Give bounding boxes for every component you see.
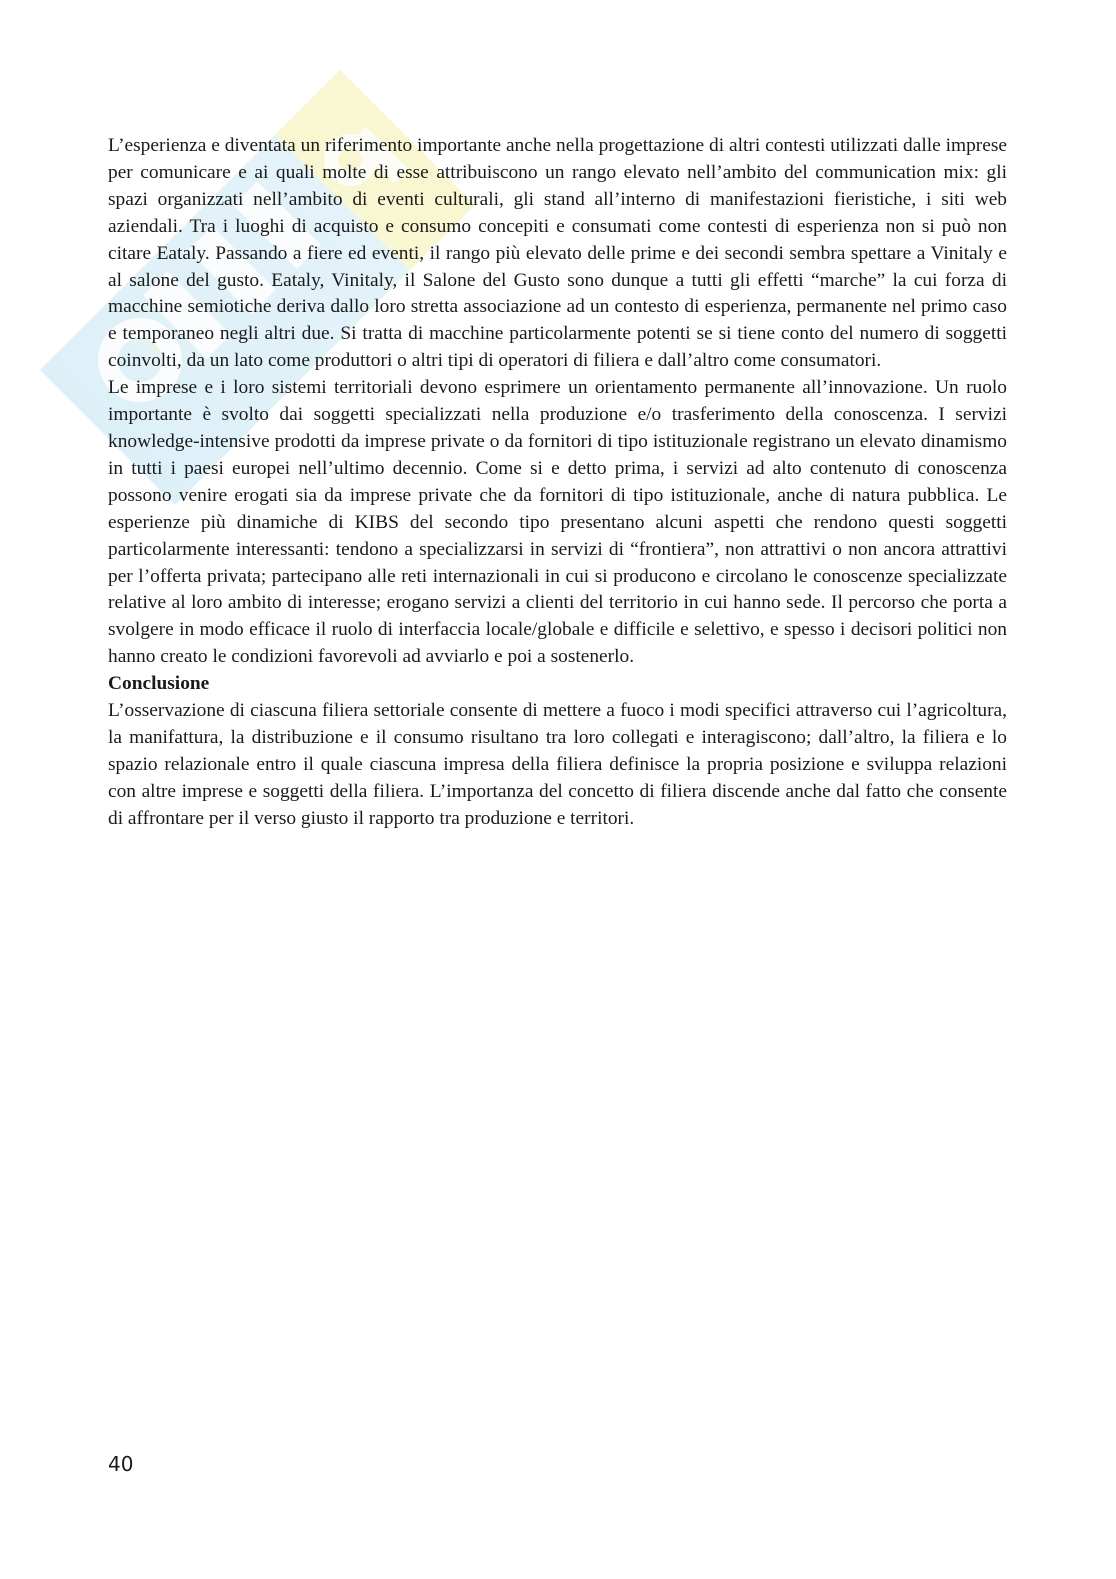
section-heading: Conclusione <box>108 673 210 695</box>
body-paragraph: L’osservazione di ciascuna filiera settoriale consente di mettere a fuoco i modi specifici attraverso cui l’agricoltura, la manifattura, la distribuzione e il consumo risultano tra loro collegati e interagiscono; dall’altro, la filiera e lo spazio relazionale entro il quale ciascuna impresa della filiera definisce la propria posizione e sviluppa relazioni con altre imprese e soggetti della filiera. L’importanza del concetto di filiera discende anche dal fatto che consente di affrontare per il verso giusto il rapporto tra produzione e territori. <box>108 700 1007 829</box>
page-number: 40 <box>108 1452 134 1476</box>
document-body <box>108 133 1007 833</box>
body-paragraph: L’esperienza e diventata un riferimento importante anche nella progettazione di altri contesti utilizzati dalle imprese per comunicare e ai quali molte di esse attribuiscono un rango elevato nell’ambito del communication mix: gli spazi organizzati nell’ambito di eventi culturali, gli stand all’interno di manifestazioni fieristiche, i siti web aziendali. Tra i luoghi di acquisto e consumo concepiti e consumati come contesti di esperienza non si può non citare Eataly. Passando a fiere ed eventi, il rango più elevato delle prime e dei secondi sembra spettare a Vinitaly e al salone del gusto. Eataly, Vinitaly, il Salone del Gusto sono dunque a tutti gli effetti “marche” la cui forza di macchine semiotiche deriva dallo loro stretta associazione ad un contesto di esperienza, permanente nel primo caso e temporaneo negli altri due. Si tratta di macchine particolarmente potenti se si tiene conto del numero di soggetti coinvolti, da un lato come produttori o altri tipi di operatori di filiera e dall’altro come consumatori. <box>108 135 1007 372</box>
body-paragraph: Le imprese e i loro sistemi territoriali devono esprimere un orientamento permanente all’innovazione. Un ruolo importante è svolto dai soggetti specializzati nella produzione e/o trasferimento della conoscenza. I servizi knowledge-intensive prodotti da imprese private o da fornitori di tipo istituzionale registrano un elevato dinamismo in tutti i paesi europei nell’ultimo decennio. Come si e detto prima, i servizi ad alto contenuto di conoscenza possono venire erogati sia da imprese private che da fornitori di tipo istituzionale, anche di natura pubblica. Le esperienze più dinamiche di KIBS del secondo tipo presentano alcuni aspetti che rendono questi soggetti particolarmente interessanti: tendono a specializzarsi in servizi di “frontiera”, non attrattivi o non ancora attrattivi per l’offerta privata; partecipano alle reti internazionali in cui si producono e circolano le conoscenze specializzate relative al loro ambito di interesse; erogano servizi a clienti del territorio in cui hanno sede. Il percorso che porta a svolgere in modo efficace il ruolo di interfaccia locale/globale e difficile e selettivo, e spesso i decisori politici non hanno creato le condizioni favorevoli ad avviarlo e poi a sostenerlo. <box>108 377 1007 668</box>
